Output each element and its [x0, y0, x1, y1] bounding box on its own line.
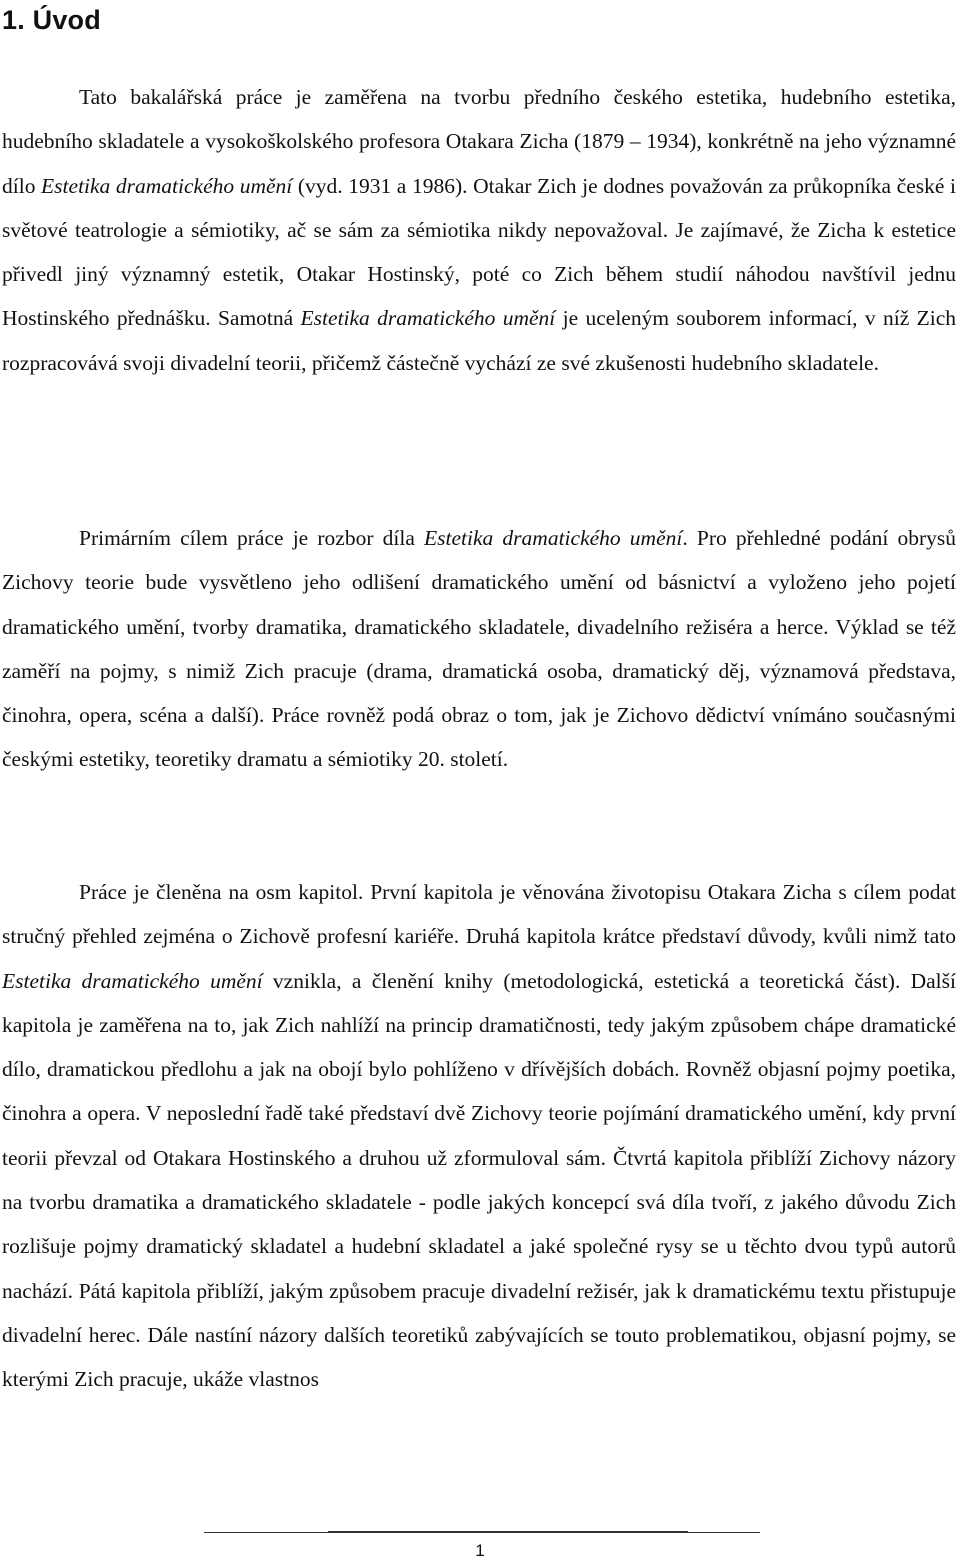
paragraph-introduction: [2, 75, 956, 385]
italic-book-title: Estetika dramatického umění: [41, 173, 293, 198]
paragraph-text: vznikla, a členění knihy (metodologická, estetická a teoretická část). Další kapitola je zaměřena na to, jak Zich nahlíží na princip dramatičnosti, tedy jakým způsobem chápe dramatické dílo, dramatickou předlohu a jak na obojí bylo pohlíženo v dřívějších dobách. Rovněž objasní pojmy poetika, činohra a opera. V neposlední řadě také představí dvě Zichovy teorie pojímání dramatického umění, kdy první teorii převzal od Otakara Hostinského a druhou už zformuloval sám. Čtvrtá kapitola přiblíží Zichovy názory na tvorbu dramatika a dramatického skladatele - podle jakých koncepcí svá díla tvoří, z jakého důvodu Zich rozlišuje pojmy dramatický skladatel a hudební skladatel a jaké společné rysy se u těchto dvou typů autorů nachází. Pátá kapitola přiblíží, jakým způsobem pracuje divadelní režisér, jak k dramatickému textu přistupuje divadelní herec. Dále nastíní názory dalších teoretiků zabývajících se touto problematikou, objasní pojmy, se kterými Zich pracuje, ukáže vlastnos: [2, 968, 956, 1392]
paragraph-primary-goal: [2, 516, 956, 782]
page-number: 1: [475, 1541, 485, 1560]
italic-book-title: Estetika dramatického umění: [2, 968, 263, 993]
chapter-heading: 1. Úvod: [2, 5, 101, 35]
footer-rule-left: [204, 1532, 328, 1533]
italic-book-title: Estetika dramatického umění: [424, 526, 683, 550]
paragraph-text: je uceleným souborem informací, v níž Zich rozpracovává svoji divadelní teorii, přičemž částečně vychází ze své zkušenosti hudebního skladatele.: [2, 306, 957, 375]
paragraph-text: Práce je členěna na osm kapitol. První kapitola je věnována životopisu Otakara Zicha s cílem podat stručný přehled zejména o Zichově profesní kariéře. Druhá kapitola krátce představí důvody, kvůli nimž tato: [2, 880, 956, 949]
paragraph-text: Primárním cílem práce je rozbor díla: [79, 526, 425, 550]
paragraph-text: . Pro přehledné podání obrysů Zichovy teorie bude vysvětleno jeho odlišení dramatického umění od básnictví a vyloženo jeho pojetí dramatického umění, tvorby dramatika, dramatického skladatele, divadelního režiséra a herce. Výklad se též zaměří na pojmy, s nimiž Zich pracuje (drama, dramatická osoba, dramatický děj, významová představa, činohra, opera, scéna a další). Práce rovněž podá obraz o tom, jak je Zichovo dědictví vnímáno současnými českými estetiky, teoretiky dramatu a sémiotiky 20. století.: [2, 526, 957, 772]
paragraph-text: Tato bakalářská práce je zaměřena na tvorbu předního českého estetika, hudebního estetika, hudebního skladatele a vysokoškolského profesora Otakara Zicha (1879 – 1934), konkrétně na jeho významné dílo: [2, 85, 956, 198]
italic-book-title: Estetika dramatického umění: [300, 306, 556, 331]
paragraph-text: (vyd. 1931 a 1986). Otakar Zich je dodnes považován za průkopníka české i světové teatrologie a sémiotiky, ač se sám za sémiotika nikdy nepovažoval. Je zajímavé, že Zicha k estetice přivedl jiný významný estetik, Otakar Hostinský, poté co Zich během studií náhodou navštívil jednu Hostinského přednášku. Samotná: [2, 173, 956, 331]
footer-rule-right: [688, 1532, 760, 1533]
paragraph-chapter-structure: [2, 870, 956, 1402]
footer-rule-center: [328, 1531, 688, 1533]
